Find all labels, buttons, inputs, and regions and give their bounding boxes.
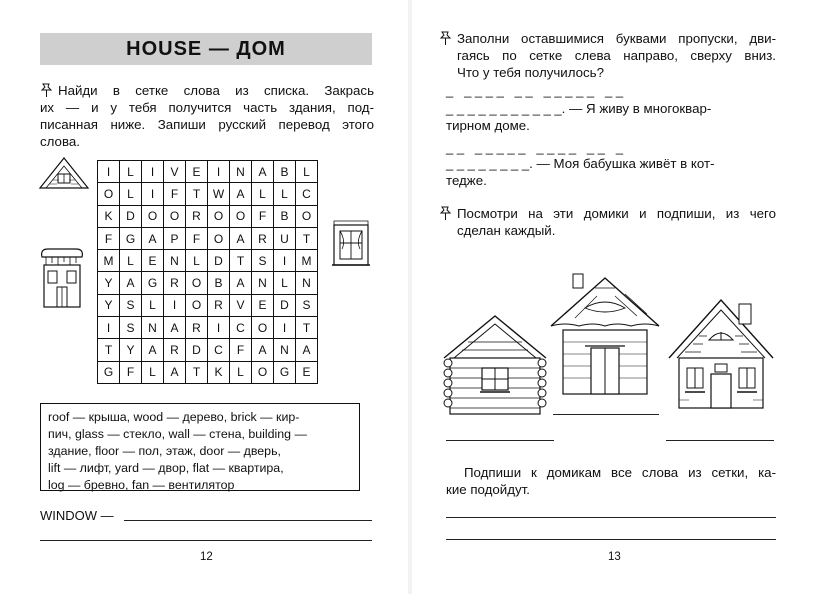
grid-cell[interactable]: O bbox=[296, 206, 318, 228]
grid-cell[interactable]: I bbox=[98, 317, 120, 339]
house-facade-illustration bbox=[38, 243, 86, 309]
grid-cell[interactable]: L bbox=[120, 183, 142, 205]
grid-cell[interactable]: L bbox=[120, 161, 142, 183]
grid-cell[interactable]: L bbox=[274, 272, 296, 294]
grid-cell[interactable]: F bbox=[230, 339, 252, 361]
grid-cell[interactable]: N bbox=[164, 250, 186, 272]
task-4-instructions bbox=[446, 464, 776, 498]
task-1-instructions bbox=[40, 82, 374, 150]
grid-cell[interactable]: B bbox=[274, 206, 296, 228]
log-cabin-illustration bbox=[440, 312, 550, 418]
brick-house-answer-line[interactable] bbox=[666, 440, 774, 441]
grid-cell[interactable]: N bbox=[142, 317, 164, 339]
grid-cell[interactable]: W bbox=[208, 183, 230, 205]
grid-cell[interactable]: O bbox=[186, 295, 208, 317]
grid-cell[interactable]: E bbox=[186, 161, 208, 183]
grid-cell[interactable]: S bbox=[252, 250, 274, 272]
grid-cell[interactable]: I bbox=[208, 161, 230, 183]
grid-cell[interactable]: D bbox=[208, 250, 230, 272]
sentence-2-line bbox=[446, 155, 776, 172]
grid-cell[interactable]: O bbox=[252, 317, 274, 339]
grid-cell[interactable]: L bbox=[252, 183, 274, 205]
grid-cell[interactable]: O bbox=[164, 206, 186, 228]
grid-cell[interactable]: G bbox=[98, 362, 120, 384]
grid-cell[interactable]: B bbox=[274, 161, 296, 183]
grid-cell[interactable]: O bbox=[142, 206, 164, 228]
grid-cell[interactable]: T bbox=[296, 317, 318, 339]
window-answer-line-2[interactable] bbox=[40, 540, 372, 541]
grid-cell[interactable]: V bbox=[230, 295, 252, 317]
sentence-2-text-continued: тедже. bbox=[446, 173, 487, 188]
brick-house-illustration bbox=[665, 296, 777, 412]
grid-cell[interactable]: L bbox=[120, 250, 142, 272]
grid-cell[interactable]: A bbox=[230, 228, 252, 250]
grid-cell[interactable]: A bbox=[230, 272, 252, 294]
grid-cell[interactable]: I bbox=[208, 317, 230, 339]
grid-cell[interactable]: T bbox=[186, 362, 208, 384]
vocab-line: здание, floor — пол, этаж, door — дверь, bbox=[48, 444, 281, 458]
grid-cell[interactable]: K bbox=[98, 206, 120, 228]
task-4-line: кие подойдут. bbox=[446, 482, 530, 497]
task-2-line: гаясь по сетке слева направо, сверху вниз. bbox=[457, 48, 776, 63]
grid-cell[interactable]: I bbox=[142, 161, 164, 183]
grid-cell[interactable]: E bbox=[142, 250, 164, 272]
grid-cell[interactable]: E bbox=[296, 362, 318, 384]
grid-cell[interactable]: G bbox=[142, 272, 164, 294]
grid-cell[interactable]: L bbox=[296, 161, 318, 183]
grid-cell[interactable]: A bbox=[164, 317, 186, 339]
pushpin-icon bbox=[40, 83, 53, 98]
grid-cell[interactable]: F bbox=[186, 228, 208, 250]
grid-cell[interactable]: S bbox=[120, 295, 142, 317]
grid-cell[interactable]: A bbox=[120, 272, 142, 294]
grid-cell[interactable]: I bbox=[98, 161, 120, 183]
vocab-line: lift — лифт, yard — двор, flat — квартира, bbox=[48, 461, 284, 475]
grid-cell[interactable]: D bbox=[120, 206, 142, 228]
word-search-grid bbox=[97, 160, 318, 384]
grid-cell[interactable]: R bbox=[208, 295, 230, 317]
task-2-line: Заполни оставшимися буквами пропуски, дви- bbox=[457, 31, 776, 46]
grid-cell[interactable]: O bbox=[98, 183, 120, 205]
grid-cell[interactable]: L bbox=[186, 250, 208, 272]
task-4-line: Подпиши к домикам все слова из сетки, ка- bbox=[464, 465, 776, 480]
grid-cell[interactable]: O bbox=[230, 206, 252, 228]
task-3-line: Посмотри на эти домики и подпиши, из чего bbox=[457, 206, 776, 221]
grid-cell[interactable]: I bbox=[274, 317, 296, 339]
house-roof-illustration bbox=[37, 154, 91, 192]
grid-cell[interactable]: L bbox=[230, 362, 252, 384]
grid-cell[interactable]: C bbox=[296, 183, 318, 205]
grid-cell[interactable]: C bbox=[208, 339, 230, 361]
sentence-1-blanks-line-2[interactable]: _ _ _ _ _ _ _ _ _ _ _ bbox=[446, 101, 562, 116]
grid-cell[interactable]: B bbox=[208, 272, 230, 294]
grid-cell[interactable]: T bbox=[230, 250, 252, 272]
grid-cell[interactable]: I bbox=[274, 250, 296, 272]
sentence-2-blanks-line-1[interactable]: _ _ _ _ _ _ _ _ _ _ _ _ _ _ bbox=[446, 140, 624, 155]
sentence-1-line bbox=[446, 100, 776, 117]
pushpin-icon bbox=[439, 206, 452, 221]
grid-cell[interactable]: A bbox=[230, 183, 252, 205]
sentence-1-blanks-line-1[interactable]: _ _ _ _ _ _ _ _ _ _ _ _ _ _ bbox=[446, 83, 624, 98]
grid-cell[interactable]: A bbox=[164, 362, 186, 384]
grid-cell[interactable]: N bbox=[252, 272, 274, 294]
wooden-house-answer-line[interactable] bbox=[553, 414, 659, 415]
grid-cell[interactable]: P bbox=[164, 228, 186, 250]
task-2-line: Что у тебя получилось? bbox=[457, 65, 604, 80]
window-answer-label: WINDOW — bbox=[40, 508, 114, 523]
grid-cell[interactable]: O bbox=[252, 362, 274, 384]
grid-cell[interactable]: G bbox=[120, 228, 142, 250]
grid-cell[interactable]: Y bbox=[120, 339, 142, 361]
sentence-1-text-continued: тирном доме. bbox=[446, 118, 530, 133]
grid-cell[interactable]: Y bbox=[98, 272, 120, 294]
grid-cell[interactable]: V bbox=[164, 161, 186, 183]
grid-cell[interactable]: L bbox=[142, 362, 164, 384]
page-title: HOUSE — ДОМ bbox=[40, 33, 372, 65]
grid-cell[interactable]: T bbox=[186, 183, 208, 205]
grid-cell[interactable]: N bbox=[230, 161, 252, 183]
grid-cell[interactable]: R bbox=[186, 206, 208, 228]
log-cabin-answer-line[interactable] bbox=[446, 440, 554, 441]
grid-cell[interactable]: R bbox=[164, 272, 186, 294]
vocab-line: roof — крыша, wood — дерево, brick — кир- bbox=[48, 410, 300, 424]
grid-cell[interactable]: O bbox=[208, 206, 230, 228]
grid-cell[interactable]: S bbox=[120, 317, 142, 339]
grid-cell[interactable]: A bbox=[252, 161, 274, 183]
page-number: 13 bbox=[608, 551, 621, 563]
grid-cell[interactable]: U bbox=[274, 228, 296, 250]
grid-cell[interactable]: I bbox=[142, 183, 164, 205]
grid-cell[interactable]: F bbox=[98, 228, 120, 250]
grid-cell[interactable]: A bbox=[252, 339, 274, 361]
grid-cell[interactable]: M bbox=[98, 250, 120, 272]
grid-cell[interactable]: N bbox=[274, 339, 296, 361]
window-answer-line[interactable] bbox=[124, 520, 372, 521]
grid-cell[interactable]: C bbox=[230, 317, 252, 339]
grid-cell[interactable]: L bbox=[274, 183, 296, 205]
task-1-line: Найди в сетке слова из списка. Закрась bbox=[58, 83, 374, 98]
right-page bbox=[410, 0, 820, 594]
vocab-line: log — бревно, fan — вентилятор bbox=[48, 478, 235, 492]
grid-cell[interactable]: O bbox=[208, 228, 230, 250]
grid-cell[interactable]: R bbox=[252, 228, 274, 250]
grid-cell[interactable]: R bbox=[164, 339, 186, 361]
window-illustration bbox=[330, 219, 372, 269]
grid-cell[interactable]: E bbox=[252, 295, 274, 317]
task-4-answer-line[interactable] bbox=[446, 517, 776, 518]
task-2-instructions bbox=[457, 30, 776, 81]
grid-cell[interactable]: D bbox=[186, 339, 208, 361]
grid-cell[interactable]: A bbox=[296, 339, 318, 361]
grid-cell[interactable]: Y bbox=[98, 295, 120, 317]
task-3-instructions bbox=[457, 205, 776, 239]
grid-cell[interactable]: K bbox=[208, 362, 230, 384]
task-3-line: сделан каждый. bbox=[457, 223, 556, 238]
page-number: 12 bbox=[200, 551, 213, 563]
grid-cell[interactable]: L bbox=[142, 295, 164, 317]
sentence-1-text: . — Я живу в многоквар- bbox=[561, 101, 712, 116]
task-4-answer-line[interactable] bbox=[446, 539, 776, 540]
sentence-2-text: . — Моя бабушка живёт в кот- bbox=[529, 156, 715, 171]
grid-cell[interactable]: T bbox=[98, 339, 120, 361]
grid-cell[interactable]: M bbox=[296, 250, 318, 272]
task-1-line: слова. bbox=[40, 134, 80, 149]
task-1-line: их — и у тебя получится часть здания, под- bbox=[40, 100, 374, 115]
grid-cell[interactable]: N bbox=[296, 272, 318, 294]
sentence-2-blanks-line-2[interactable]: _ _ _ _ _ _ _ _ bbox=[446, 156, 530, 171]
grid-cell[interactable]: D bbox=[274, 295, 296, 317]
grid-cell[interactable]: S bbox=[296, 295, 318, 317]
grid-cell[interactable]: F bbox=[164, 183, 186, 205]
grid-cell[interactable]: F bbox=[252, 206, 274, 228]
grid-cell[interactable]: I bbox=[164, 295, 186, 317]
vocab-line: пич, glass — стекло, wall — стена, building — bbox=[48, 427, 307, 441]
grid-cell[interactable]: R bbox=[186, 317, 208, 339]
wooden-house-illustration bbox=[545, 268, 665, 396]
grid-cell[interactable]: A bbox=[142, 339, 164, 361]
pushpin-icon bbox=[439, 31, 452, 46]
task-1-line: писанная ниже. Запиши русский перевод этого bbox=[40, 117, 374, 132]
grid-cell[interactable]: T bbox=[296, 228, 318, 250]
grid-cell[interactable]: F bbox=[120, 362, 142, 384]
grid-cell[interactable]: G bbox=[274, 362, 296, 384]
grid-cell[interactable]: O bbox=[186, 272, 208, 294]
grid-cell[interactable]: A bbox=[142, 228, 164, 250]
vocabulary-box bbox=[40, 403, 360, 491]
